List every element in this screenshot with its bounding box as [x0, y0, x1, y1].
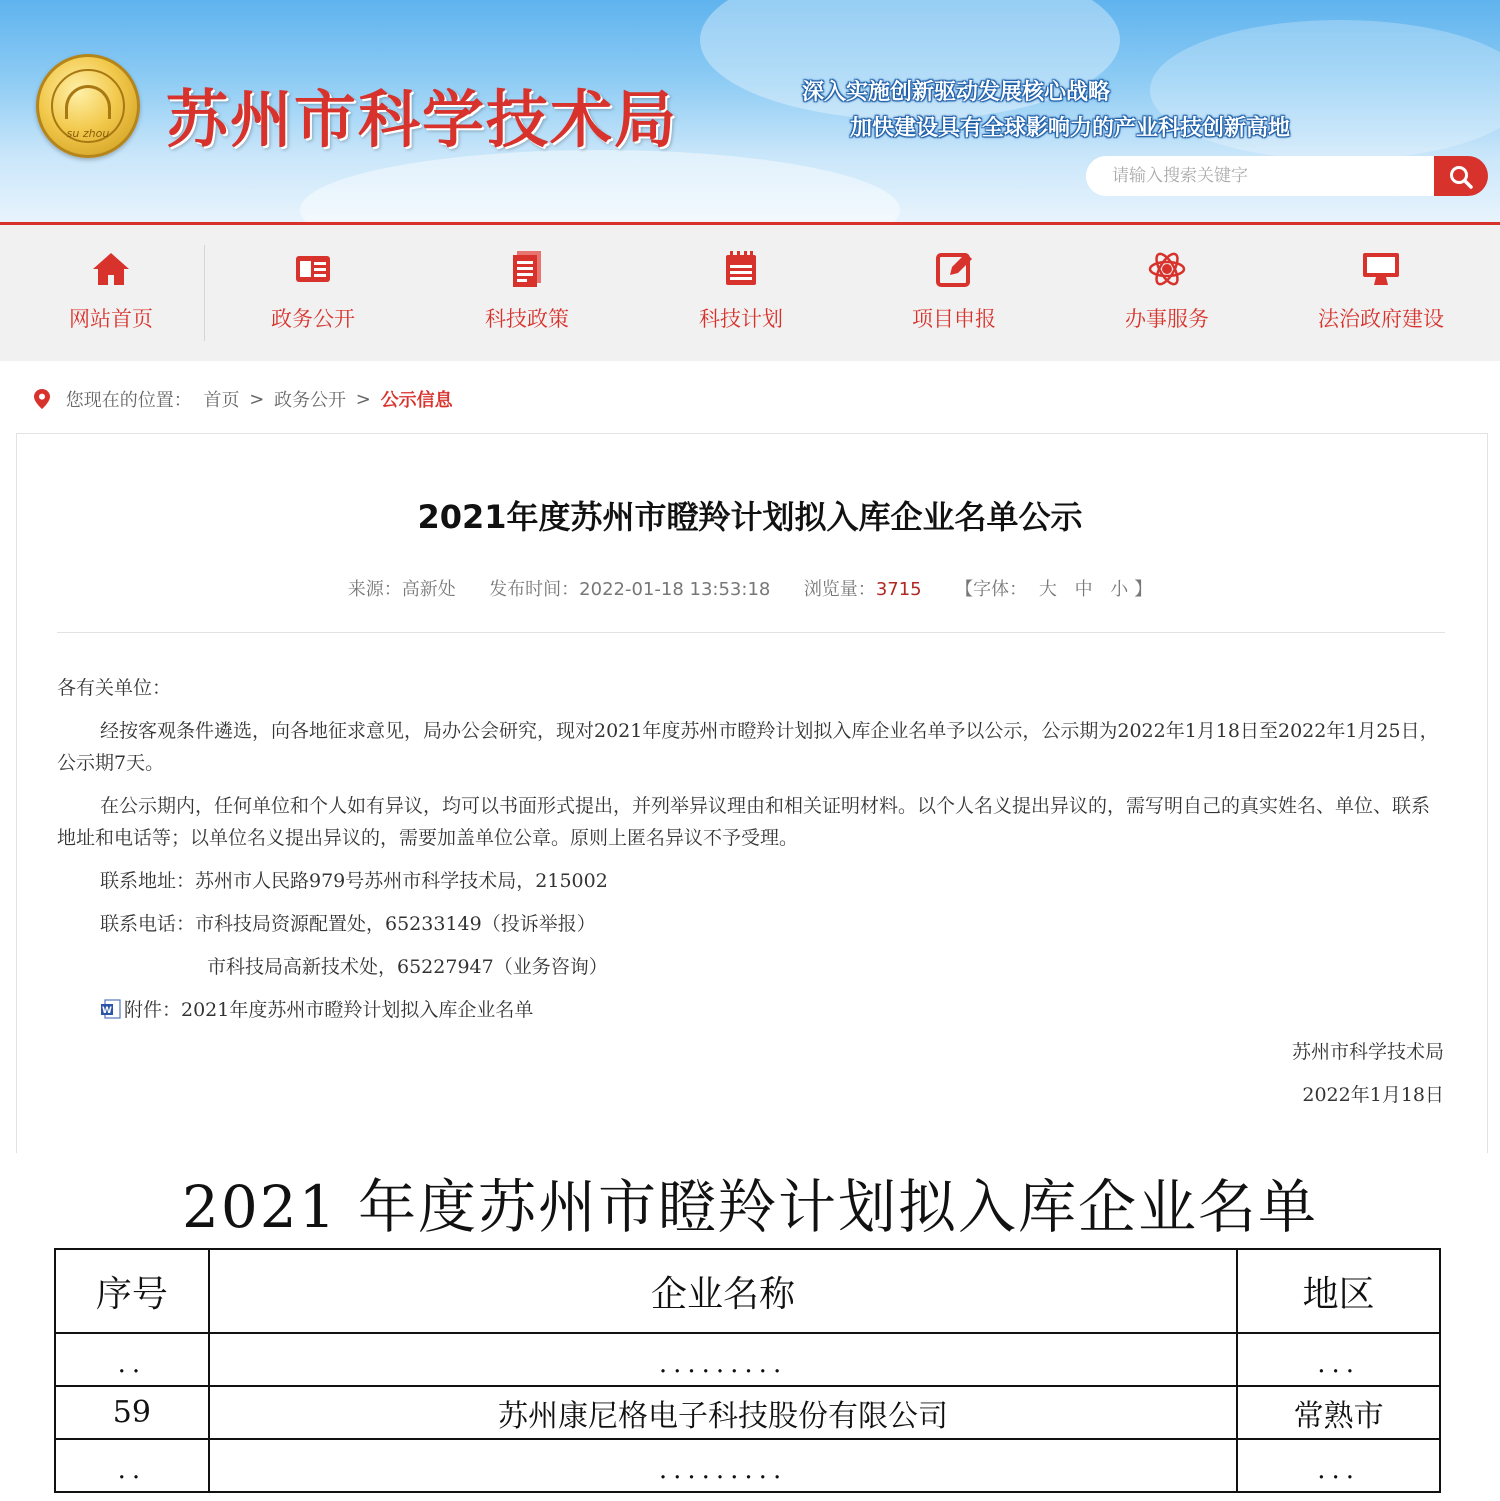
- cell-index: ..: [55, 1333, 209, 1386]
- list-title: 2021 年度苏州市瞪羚计划拟入库企业名单: [181, 1173, 1319, 1241]
- source-label: 来源：: [347, 579, 402, 600]
- font-medium-button[interactable]: 中: [1074, 579, 1093, 600]
- nav-separator: [204, 245, 205, 341]
- nav-label: 网站首页: [69, 307, 153, 331]
- nav-item-project-apply[interactable]: [853, 225, 1055, 361]
- breadcrumb-separator: >: [249, 388, 265, 410]
- font-large-button[interactable]: 大: [1038, 579, 1057, 600]
- nav-item-services[interactable]: [1066, 225, 1268, 361]
- cell-region: 常熟市: [1237, 1386, 1440, 1439]
- header-region: 地区: [1237, 1249, 1440, 1333]
- id-card-icon: [291, 247, 335, 291]
- meta-divider: [57, 632, 1445, 633]
- cell-index: 59: [55, 1386, 209, 1439]
- calendar-icon: [719, 247, 763, 291]
- search-input[interactable]: [1086, 156, 1434, 196]
- cell-region: ...: [1237, 1333, 1440, 1386]
- view-count: 3715: [875, 579, 922, 600]
- signature-organization: 苏州市科学技术局: [1291, 1041, 1444, 1063]
- signature-date: 2022年1月18日: [1302, 1084, 1444, 1106]
- cell-region: ...: [1237, 1439, 1440, 1492]
- breadcrumb-current[interactable]: 公示信息: [380, 390, 453, 411]
- contact-address: 联系地址：苏州市人民路979号苏州市科学技术局，215002: [100, 870, 608, 892]
- cell-company: .........: [209, 1439, 1237, 1492]
- contact-phone-1: 联系电话：市科技局资源配置处，65233149（投诉举报）: [100, 913, 596, 935]
- source-value: 高新处: [401, 579, 456, 600]
- document-icon: [505, 247, 549, 291]
- attachment-text[interactable]: 附件：2021年度苏州市瞪羚计划拟入库企业名单: [124, 999, 534, 1021]
- nav-item-policy[interactable]: [426, 225, 628, 361]
- views-label: 浏览量：: [803, 579, 876, 600]
- article-meta: [0, 575, 1500, 601]
- atom-icon: [1145, 247, 1189, 291]
- nav-item-gov-affairs[interactable]: [212, 225, 414, 361]
- header-index: 序号: [55, 1249, 209, 1333]
- word-document-icon: [100, 999, 122, 1019]
- main-nav: [0, 225, 1500, 361]
- table-row: [55, 1333, 1440, 1386]
- slogan-line-2: 加快建设具有全球影响力的产业科技创新高地: [850, 116, 1291, 141]
- header-cloud: [300, 150, 900, 222]
- emblem-text: su zhou: [66, 127, 110, 140]
- time-label: 发布时间：: [489, 579, 580, 600]
- font-small-button[interactable]: 小: [1110, 579, 1129, 600]
- location-pin-icon: [34, 389, 50, 409]
- city-emblem-icon[interactable]: [36, 54, 140, 158]
- slogan-line-1: 深入实施创新驱动发展核心战略: [802, 80, 1111, 105]
- table-header-row: [55, 1249, 1440, 1333]
- breadcrumb-home-link[interactable]: 首页: [203, 390, 240, 411]
- nav-label: 法治政府建设: [1318, 307, 1444, 331]
- breadcrumb: [34, 386, 453, 412]
- nav-item-home[interactable]: [10, 225, 212, 361]
- site-header: [0, 0, 1500, 222]
- contact-phone-2: 市科技局高新技术处，65227947（业务咨询）: [207, 956, 608, 978]
- search-button[interactable]: [1434, 156, 1488, 196]
- salutation: 各有关单位：: [57, 677, 172, 699]
- site-title[interactable]: 苏州市科学技术局: [166, 83, 679, 156]
- font-size-close: 】: [1134, 579, 1153, 600]
- nav-label: 项目申报: [912, 307, 996, 331]
- article-title: 2021年度苏州市瞪羚计划拟入库企业名单公示: [417, 498, 1083, 536]
- edit-icon: [932, 247, 976, 291]
- home-icon: [89, 247, 133, 291]
- cell-company: 苏州康尼格电子科技股份有限公司: [209, 1386, 1237, 1439]
- cell-index: ..: [55, 1439, 209, 1492]
- nav-label: 办事服务: [1125, 307, 1209, 331]
- table-row: [55, 1386, 1440, 1439]
- cell-company: .........: [209, 1333, 1237, 1386]
- nav-label: 科技计划: [699, 307, 783, 331]
- monitor-icon: [1359, 247, 1403, 291]
- nav-label: 科技政策: [485, 307, 569, 331]
- header-company-name: 企业名称: [209, 1249, 1237, 1333]
- search-icon: [1448, 164, 1474, 190]
- breadcrumb-prefix: 您现在的位置：: [65, 390, 192, 411]
- publish-time: 2022-01-18 13:53:18: [579, 579, 771, 600]
- font-size-label: 【字体：: [955, 579, 1028, 600]
- breadcrumb-separator: >: [355, 388, 371, 410]
- paragraph-objection: 在公示期内，任何单位和个人如有异议，均可以书面形式提出，并列举异议理由和相关证明材料。以个人名义提出异议的，需写明自己的真实姓名、单位、联系地址和电话等；以单位名义提出异议的，需要加盖单位公章。原则上匿名异议不予受理。: [57, 795, 1431, 849]
- nav-item-plan[interactable]: [640, 225, 842, 361]
- paragraph-notice: 经按客观条件遴选，向各地征求意见，局办公会研究，现对2021年度苏州市瞪羚计划拟入库企业名单予以公示，公示期为2022年1月18日至2022年1月25日，公示期7天。: [57, 720, 1439, 774]
- company-list-table: [54, 1248, 1441, 1493]
- table-row: [55, 1439, 1440, 1492]
- nav-item-rule-of-law[interactable]: [1280, 225, 1482, 361]
- nav-label: 政务公开: [271, 307, 355, 331]
- svg-text:W: W: [102, 1006, 112, 1016]
- breadcrumb-section-link[interactable]: 政务公开: [274, 390, 347, 411]
- attachment-link[interactable]: [100, 994, 1300, 1026]
